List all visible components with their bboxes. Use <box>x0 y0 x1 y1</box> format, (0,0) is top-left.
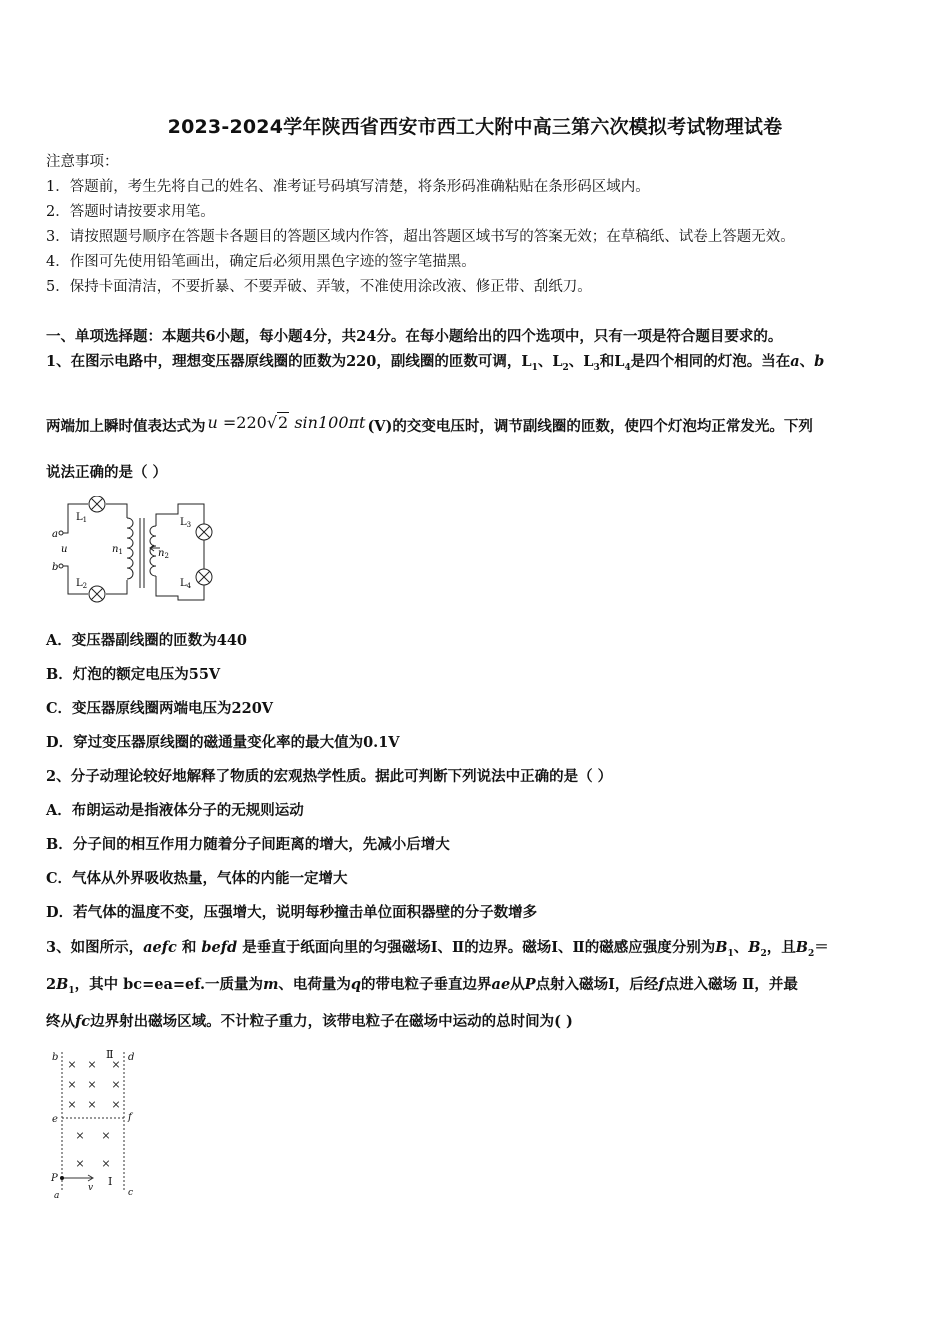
inline-text: 2 <box>760 948 767 959</box>
notice-item-1: 1．答题前，考生先将自己的姓名、准考证号码填写清楚，将条形码准确粘贴在条形码区域内。 <box>46 179 650 195</box>
notice-item-2: 2．答题时请按要求用笔。 <box>46 204 215 220</box>
inline-text: =220 <box>217 413 267 432</box>
inline-text: 2 <box>82 582 88 590</box>
notice-item-5: 5．保持卡面清洁，不要折暴、不要弄破、弄皱，不准使用涂改液、修正带、刮纸刀。 <box>46 279 592 295</box>
field-cross: × <box>67 1098 77 1111</box>
inline-text: befd <box>201 939 238 956</box>
voltage-formula: u =220√2 sin100πt <box>207 413 366 432</box>
inline-text: 2 <box>562 362 569 373</box>
q2-option-b[interactable]: B．分子间的相互作用力随着分子间距离的增大，先减小后增大 <box>46 836 450 853</box>
inline-text: 终从 <box>46 1013 75 1030</box>
field-cross: × <box>75 1129 85 1142</box>
inline-text: 4 <box>624 362 631 373</box>
field-cross: × <box>87 1098 97 1111</box>
inline-text: B <box>715 939 728 956</box>
q2-option-d[interactable]: D．若气体的温度不变，压强增大，说明每秒撞击单位面积器壁的分子数增多 <box>46 904 538 921</box>
inline-text: 是四个相同的灯泡。当在 <box>630 353 791 370</box>
inline-text: fc <box>75 1013 91 1030</box>
q2-stem: 2、分子动理论较好地解释了物质的宏观热学性质。据此可判断下列说法中正确的是（ ） <box>46 768 613 785</box>
inline-text: u <box>207 413 218 432</box>
coil-n1-label <box>112 544 123 556</box>
inline-text: 2 <box>164 552 169 560</box>
inline-text: sin100πt <box>289 413 366 432</box>
inline-text: 、L <box>537 353 563 370</box>
q1-stem-line-3: 说法正确的是（ ） <box>46 464 168 481</box>
notice-heading: 注意事项： <box>46 154 119 170</box>
q2-option-a[interactable]: A．布朗运动是指液体分子的无规则运动 <box>46 802 304 819</box>
region-I-label: Ⅰ <box>108 1175 113 1188</box>
region-II-label: Ⅱ <box>106 1048 114 1061</box>
inline-text: 3 <box>186 521 192 529</box>
inline-text: 和 <box>176 939 202 956</box>
field-cross: × <box>101 1129 111 1142</box>
magnetic-field-figure <box>46 1044 146 1204</box>
inline-text: 1 <box>727 948 734 959</box>
page-title: 2023-2024学年陕西省西安市西工大附中高三第六次模拟考试物理试卷 <box>167 116 783 138</box>
inline-text: 2 <box>46 976 57 993</box>
inline-text: B <box>795 939 809 956</box>
q3-stem-line-1 <box>46 938 829 964</box>
inline-text: q <box>350 976 362 993</box>
notice-item-3: 3．请按照题号顺序在答题卡各题目的答题区域内作答，超出答题区域书写的答案无效；在草稿纸、试卷上答题无效。 <box>46 229 795 245</box>
inline-text: ae <box>491 976 511 993</box>
inline-text: 1 <box>531 362 538 373</box>
field-cross: × <box>87 1058 97 1071</box>
field-cross: × <box>67 1078 77 1091</box>
inline-text: (V)的交变电压时，调节副线圈的匝数，使四个灯泡均正常发光。下列 <box>367 418 813 435</box>
inline-text: 的带电粒子垂直边界 <box>361 976 492 993</box>
field-cross: × <box>111 1078 121 1091</box>
q2-option-c[interactable]: C．气体从外界吸收热量，气体的内能一定增大 <box>46 870 348 887</box>
inline-text: 1 <box>118 548 123 556</box>
inline-text: 1 <box>82 516 88 524</box>
transformer-circuit-svg <box>50 496 220 608</box>
lamp-L3-label <box>180 517 191 529</box>
inline-text: 边界射出磁场区域。不计粒子重力，该带电粒子在磁场中运动的总时间为( ) <box>90 1013 573 1030</box>
inline-text: 1、在图示电路中，理想变压器原线圈的匝数为220，副线圈的匝数可调，L <box>46 353 532 370</box>
notice-item-4: 4．作图可先使用铅笔画出，确定后必须用黑色字迹的签字笔描黑。 <box>46 254 476 270</box>
inline-text: 1 <box>68 985 75 996</box>
point-f-label: f <box>128 1112 132 1123</box>
inline-text: P <box>524 976 536 993</box>
inline-text: 从 <box>510 976 525 993</box>
terminal-b-label: b <box>52 562 59 573</box>
inline-text: aefc <box>143 939 177 956</box>
q3-stem-line-3 <box>46 1012 573 1032</box>
point-d-label: d <box>128 1052 135 1063</box>
velocity-v-label: v <box>88 1183 94 1193</box>
inline-text: 是垂直于纸面向里的匀强磁场Ⅰ、Ⅱ的边界。磁场Ⅰ、Ⅱ的磁感应强度分别为 <box>237 939 716 956</box>
inline-text: L <box>76 578 83 589</box>
transformer-circuit-figure <box>50 496 220 608</box>
lamp-L4-label <box>180 578 192 590</box>
inline-text: 点射入磁场Ⅰ，后经 <box>535 976 659 993</box>
q1-option-c[interactable]: C．变压器原线圈两端电压为220V <box>46 700 274 717</box>
inline-text: a <box>790 353 800 370</box>
field-cross: × <box>67 1058 77 1071</box>
inline-text: L <box>180 517 187 528</box>
inline-text: 两端加上瞬时值表达式为 <box>46 418 206 435</box>
field-cross: × <box>101 1157 111 1170</box>
inline-text: B <box>748 939 761 956</box>
inline-text: L <box>180 578 187 589</box>
lamp-L2-label <box>76 578 87 590</box>
q3-stem-line-2 <box>46 975 798 1001</box>
inline-text: 、 <box>733 939 749 956</box>
q1-option-a[interactable]: A．变压器副线圈的匝数为440 <box>46 632 248 649</box>
inline-text: 、 <box>799 353 815 370</box>
inline-text: L <box>76 512 83 523</box>
q1-option-b[interactable]: B．灯泡的额定电压为55V <box>46 666 221 683</box>
inline-text: 2 <box>278 413 289 432</box>
point-P-label: P <box>51 1173 58 1184</box>
inline-text: ，且 <box>766 939 796 956</box>
lamp-L1-label <box>76 512 87 524</box>
voltage-u-label: u <box>61 544 68 555</box>
inline-text: f <box>658 976 665 993</box>
inline-text: B <box>56 976 69 993</box>
inline-text: 点进入磁场 Ⅱ，并最 <box>664 976 798 993</box>
inline-text: m <box>263 976 279 993</box>
inline-text: ，其中 bc=ea=ef.一质量为 <box>74 976 264 993</box>
field-cross: × <box>75 1157 85 1170</box>
point-e-label: e <box>52 1114 58 1125</box>
point-b-label: b <box>52 1052 59 1063</box>
point-a-label: a <box>54 1191 60 1201</box>
inline-text: n <box>158 548 165 559</box>
inline-text: 2 <box>808 948 815 959</box>
inline-text: 和L <box>599 353 625 370</box>
inline-text: 、电荷量为 <box>278 976 351 993</box>
magnetic-field-svg <box>46 1044 146 1204</box>
inline-text: 4 <box>186 582 192 590</box>
q1-option-d[interactable]: D．穿过变压器原线圈的磁通量变化率的最大值为0.1V <box>46 734 400 751</box>
inline-text: ＝ <box>814 939 829 956</box>
inline-text: n <box>112 544 119 555</box>
field-cross: × <box>111 1098 121 1111</box>
coil-n2-label <box>158 548 169 560</box>
field-cross: × <box>87 1078 97 1091</box>
point-c-label: c <box>128 1188 134 1198</box>
inline-text: 、L <box>568 353 594 370</box>
terminal-a-label: a <box>52 529 58 540</box>
q1-stem-line-2 <box>46 413 813 437</box>
field-cross: × <box>111 1058 121 1071</box>
section-1-heading: 一、单项选择题：本题共6小题，每小题4分，共24分。在每小题给出的四个选项中，只有一项是符合题目要求的。 <box>46 328 783 345</box>
inline-text: 3、如图所示， <box>46 939 144 956</box>
q1-stem-line-1 <box>46 352 824 378</box>
inline-text: 3 <box>593 362 600 373</box>
inline-text: b <box>814 353 825 370</box>
